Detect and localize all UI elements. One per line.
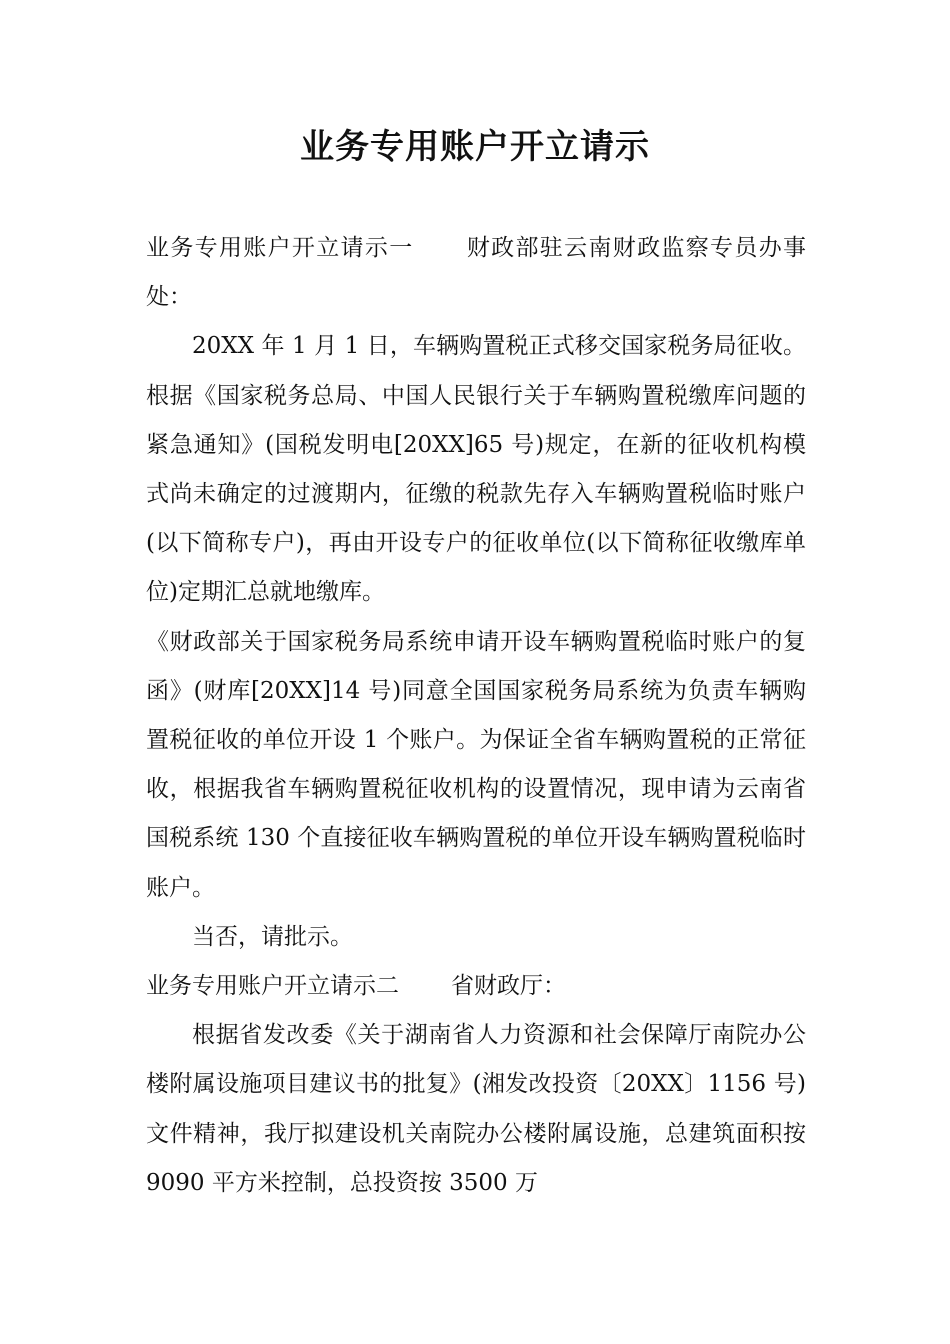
paragraph-construction-plan: 根据省发改委《关于湖南省人力资源和社会保障厅南院办公楼附属设施项目建议书的批复》(湘发改投资〔20XX〕1156 号)文件精神，我厅拟建设机关南院办公楼附属设施，总建筑面积按 9090 平方米控制，总投资按 3500 万 xyxy=(146,1022,806,1196)
paragraph-ministry-reply: 《财政部关于国家税务局系统申请开设车辆购置税临时账户的复函》(财库[20XX]14 号)同意全国国家税务局系统为负责车辆购置税征收的单位开设 1 个账户。为保证全省车辆购置税的正常征收，根据我省车辆购置税征收机构的设置情况，现申请为云南省国税系统 130 个直接征收车辆购置税的单位开设车辆购置税临时账户。 xyxy=(146,628,806,901)
document-body xyxy=(146,224,806,1208)
paragraph-request-approval: 当否，请批示。 xyxy=(192,923,353,950)
section-one-addressee: 财政部驻云南财政监察专员办事处： xyxy=(146,235,807,311)
section-one-label: 业务专用账户开立请示一 xyxy=(146,235,414,261)
document-title: 业务专用账户开立请示 xyxy=(300,127,650,167)
section-two-label: 业务专用账户开立请示二 xyxy=(146,973,399,1000)
section-two-addressee: 省财政厅： xyxy=(451,973,566,1000)
section-two-heading xyxy=(146,962,806,1011)
paragraph-tax-transfer: 20XX 年 1 月 1 日，车辆购置税正式移交国家税务局征收。根据《国家税务总局、中国人民银行关于车辆购置税缴库问题的紧急通知》(国税发明电[20XX]65 号)规定，在新的征收机构模式尚未确定的过渡期内，征缴的税款先存入车辆购置税临时账户(以下简称专户)，再由开设专户的征收单位(以下简称征收缴库单位)定期汇总就地缴库。 xyxy=(146,333,806,606)
section-one-heading xyxy=(146,224,806,322)
